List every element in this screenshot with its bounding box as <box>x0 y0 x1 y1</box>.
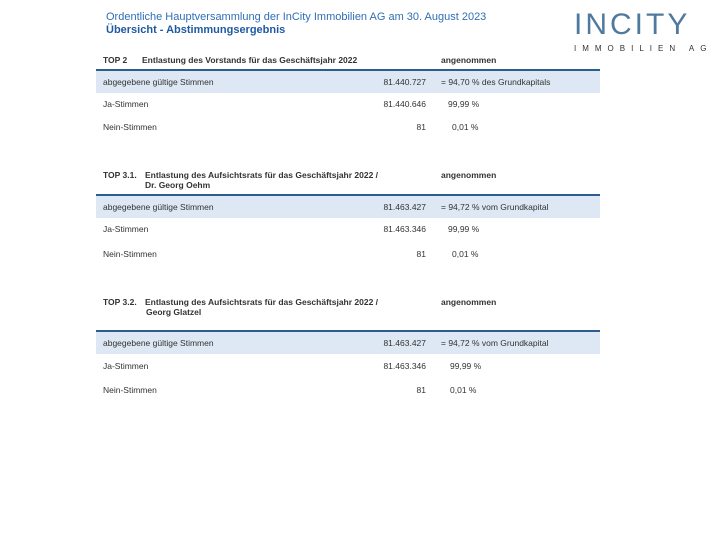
no-votes-row <box>96 379 600 401</box>
row-value: 81 <box>416 249 426 259</box>
valid-votes-row <box>96 330 600 354</box>
row-percent: 0,01 % <box>450 385 477 395</box>
row-label: Nein-Stimmen <box>103 385 157 395</box>
agenda-number: TOP 2 <box>103 55 128 65</box>
row-label: Ja-Stimmen <box>103 361 149 371</box>
row-label: abgegebene gültige Stimmen <box>103 202 214 212</box>
row-percent: = 94,72 % vom Grundkapital <box>441 338 549 348</box>
row-value: 81.463.346 <box>383 224 426 234</box>
row-value: 81 <box>416 122 426 132</box>
row-label: Nein-Stimmen <box>103 249 157 259</box>
row-value: 81.440.727 <box>383 77 426 87</box>
incity-logo <box>574 8 713 53</box>
row-value: 81.463.427 <box>383 338 426 348</box>
row-label: abgegebene gültige Stimmen <box>103 338 214 348</box>
row-label: Nein-Stimmen <box>103 122 157 132</box>
row-percent: 0,01 % <box>452 249 479 259</box>
header-title: Ordentliche Hauptversammlung der InCity Immobilien AG am 30. August 2023 <box>106 11 487 23</box>
no-votes-row <box>96 243 600 265</box>
row-label: Ja-Stimmen <box>103 224 149 234</box>
valid-votes-row <box>96 194 600 218</box>
row-percent: 99,99 % <box>450 361 482 371</box>
row-label: Ja-Stimmen <box>103 99 149 109</box>
valid-votes-row <box>96 69 600 93</box>
yes-votes-row <box>96 218 600 240</box>
agenda-number: TOP 3.1. <box>103 170 137 180</box>
header-subtitle: Übersicht - Abstimmungsergebnis <box>106 24 286 36</box>
agenda-title: Entlastung des Vorstands für das Geschäftsjahr 2022 <box>142 55 358 65</box>
row-percent: 99,99 % <box>448 99 480 109</box>
logo-subline: IMMOBILIEN AG <box>574 44 713 53</box>
result-status: angenommen <box>441 170 497 180</box>
no-votes-row <box>96 116 600 138</box>
result-status: angenommen <box>441 55 497 65</box>
yes-votes-row <box>96 93 600 115</box>
result-status: angenommen <box>441 297 497 307</box>
row-percent: 99,99 % <box>448 224 480 234</box>
row-value: 81.463.346 <box>383 361 426 371</box>
row-value: 81.440.646 <box>383 99 426 109</box>
row-percent: = 94,72 % vom Grundkapital <box>441 202 549 212</box>
agenda-title: Entlastung des Aufsichtsrats für das Geschäftsjahr 2022 / <box>145 297 379 307</box>
row-value: 81 <box>416 385 426 395</box>
agenda-title: Entlastung des Aufsichtsrats für das Geschäftsjahr 2022 / <box>145 170 379 180</box>
row-label: abgegebene gültige Stimmen <box>103 77 214 87</box>
row-value: 81.463.427 <box>383 202 426 212</box>
logo-wordmark: INCITY <box>574 8 691 41</box>
agenda-number: TOP 3.2. <box>103 297 137 307</box>
row-percent: = 94,70 % des Grundkapitals <box>441 77 551 87</box>
agenda-title-line2: Georg Glatzel <box>146 307 202 317</box>
yes-votes-row <box>96 355 600 377</box>
row-percent: 0,01 % <box>452 122 479 132</box>
agenda-title-line2: Dr. Georg Oehm <box>145 180 211 190</box>
